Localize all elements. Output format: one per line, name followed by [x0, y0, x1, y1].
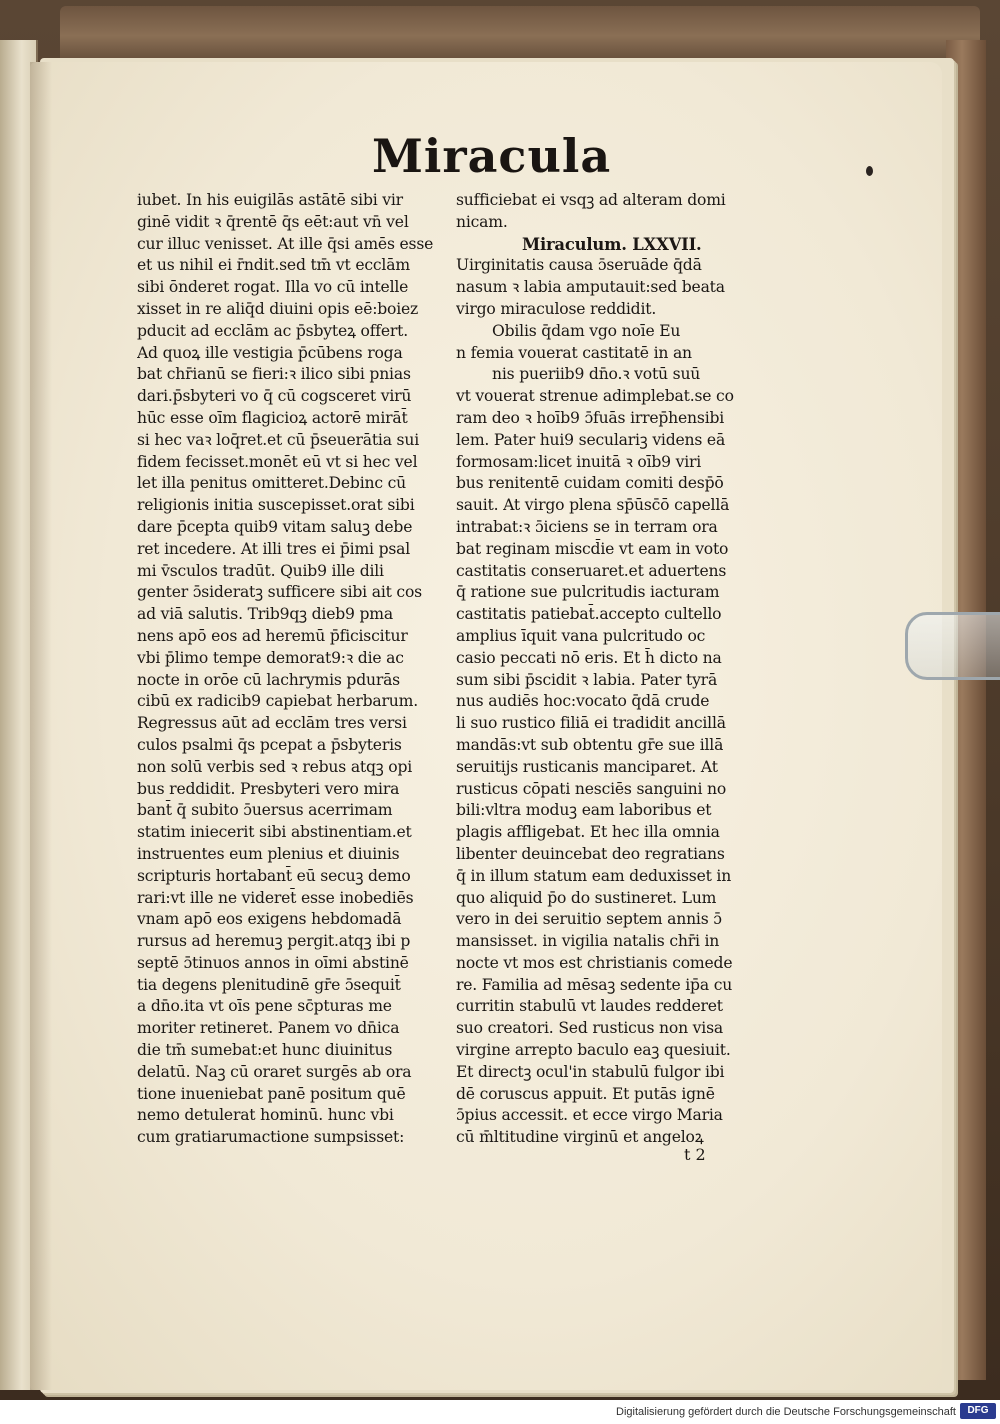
text-line: bili:vltra moduꝫ eam laboribus et [456, 801, 712, 820]
text-line: nemo detulerat hominū. hunc vbi [137, 1106, 394, 1125]
text-line: nens apō eos ad heremū p̄ficiscitur [137, 626, 408, 645]
text-line: nasum ꝛ labia amputauit:sed beata [456, 278, 725, 297]
text-line: bant̄ q̄ subito ɔ̄uersus acerrimam [137, 801, 393, 820]
text-line: ad viā salutis. Trib9qꝫ dieb9 pma [137, 605, 393, 624]
text-line: ret incedere. At illi tres ei p̄imi psal [137, 539, 411, 558]
text-line: vbi p̄limo tempe demorat9:ꝛ die ac [137, 648, 404, 667]
text-line: ginē vidit ꝛ q̄rentē q̄s eēt:aut vn̄ vel [137, 212, 409, 231]
page-gutter-shadow [30, 62, 52, 1390]
text-line: si hec vaꝛ loq̄ret.et cū p̄seuerātia sui [137, 430, 419, 449]
text-line: lem. Pater hui9 seculariꝫ videns eā [456, 430, 726, 449]
signature-mark: t 2 [684, 1145, 706, 1164]
text-line: instruentes eum plenius et diuinis [137, 844, 400, 863]
text-line: religionis initia suscepisset.orat sibi [137, 496, 415, 515]
text-line: tia degens plenitudinē gr̄e ɔ̄sequit̄ [137, 975, 401, 994]
text-line: statim iniecerit sibi abstinentiam.et [137, 823, 412, 842]
text-line: culos psalmi q̄s pcepat a p̄sbyteris [137, 735, 402, 754]
text-line: xisset in re aliq̄d diuini opis eē:boiez [137, 299, 419, 318]
text-line: dare p̄cepta quib9 vitam saluꝫ debe [137, 517, 413, 536]
text-line: re. Familia ad mēsaꝫ sedente ip̄a cu [456, 975, 733, 994]
text-line: a dn̄o.ita vt oīs pene sc̄pturas me [137, 997, 392, 1016]
text-line: vnam apō eos exigens hebdomadā [137, 910, 402, 929]
text-line: mandās:vt sub obtentu gr̄e sue illā [456, 735, 724, 754]
text-line: libenter deuincebat deo regratians [456, 844, 725, 863]
text-line: scripturis hortabant̄ eū secuꝫ demo [137, 866, 411, 885]
text-line: q̄ ratione sue pulcritudis iacturam [456, 583, 720, 602]
text-line: let illa penitus omitteret.Debinc cū [137, 474, 407, 493]
text-line: tione inueniebat panē positum quē [137, 1084, 406, 1103]
text-line: seruitijs rusticanis manciparet. At [456, 757, 718, 776]
text-line: die tm̄ sumebat:et hunc diuinitus [137, 1041, 393, 1060]
text-line: vero in dei seruitio septem annis ɔ̄ [456, 910, 722, 929]
bookmark-tab [905, 612, 1000, 680]
text-line: virgine arrepto baculo eaꝫ quesiuit. [456, 1041, 731, 1060]
text-line: moriter retineret. Panem vo dn̄ica [137, 1019, 400, 1038]
text-line: Miraculum. LXXVII. [522, 234, 702, 254]
text-column-left [137, 190, 435, 1149]
book-cover-top [60, 6, 980, 66]
text-line: formosam:licet inuitā ꝛ oīb9 viri [456, 452, 702, 471]
text-line: casio peccati nō eris. Et h̄ dicto na [456, 648, 722, 667]
text-line: bus renitentē cuidam comiti desp̄ō [456, 474, 724, 493]
text-line: septē ɔ̄tinuos annos in oīmi abstinē [137, 953, 409, 972]
text-line: nis pueriib9 dn̄o.ꝛ votū suū [492, 365, 701, 384]
text-line: virgo miraculose reddidit. [456, 299, 657, 318]
text-line: cur illuc venisset. At ille q̄si amēs esse [137, 234, 434, 253]
text-line: nocte vt mos est christianis comede [456, 953, 733, 972]
text-line: Uirginitatis causa ɔ̄seruāde q̄dā [456, 256, 702, 275]
funding-credit: Digitalisierung gefördert durch die Deutsche Forschungsgemeinschaft [616, 1406, 956, 1418]
text-line: suo creatori. Sed rusticus non visa [456, 1019, 723, 1038]
text-line: hūc esse oīm flagicioꝝ actorē mirāt̄ [137, 408, 408, 427]
text-line: dari.p̄sbyteri vo q̄ cū cogsceret virū [137, 387, 412, 406]
text-line: bat reginam miscd̄ie vt eam in voto [456, 539, 729, 558]
text-line: cū m̄ltitudine virginū et angeloꝝ [456, 1128, 704, 1147]
text-line: nocte in orōe cū lachrymis pdurās [137, 670, 400, 689]
text-line: et us nihil ei r̄ndit.sed tm̄ vt ecclām [137, 256, 410, 275]
text-line: rusticus cōpati nesciēs sanguini no [456, 779, 727, 798]
text-line: castitatis conseruaret.et aduertens [456, 561, 727, 580]
text-line: bus reddidit. Presbyteri vero mira [137, 779, 400, 798]
text-line: amplius īquit vana pulcritudo oc [456, 626, 706, 645]
text-line: Ad quoꝝ ille vestigia p̄cūbens roga [137, 343, 403, 362]
text-line: pducit ad ecclām ac p̄sbyteꝝ offert. [137, 321, 408, 340]
text-line: Obilis q̄dam vgo noīe Eu [492, 321, 681, 340]
text-line: nicam. [456, 212, 508, 231]
text-line: Et directꝫ ocul'in stabulū fulgor ibi [456, 1062, 725, 1081]
text-line: rursus ad heremuꝫ pergit.atqꝫ ibi p [137, 932, 411, 951]
text-line: li suo rustico filiā ei tradidit ancillā [456, 714, 726, 733]
footer-bar [0, 1400, 1000, 1424]
text-line: cibū ex radicib9 capiebat herbarum. [137, 692, 418, 711]
text-line: q̄ in illum statum eam deduxisset in [456, 866, 732, 885]
text-line: quo aliquid p̄o do sustineret. Lum [456, 888, 717, 907]
text-line: sibi ōnderet rogat. Illa vo cū intelle [137, 278, 409, 297]
text-line: sum sibi p̄scidit ꝛ labia. Pater tyrā [456, 670, 718, 689]
text-line: mi v̄sculos tradūt. Quib9 ille dili [137, 561, 384, 580]
text-line: fidem fecisset.monēt eū vt si hec vel [137, 452, 418, 471]
text-line: nus audiēs hoc:vocato q̄dā crude [456, 692, 710, 711]
text-line: delatū. Naꝫ cū oraret surgēs ab ora [137, 1062, 412, 1081]
text-line: genter ɔ̄sideratꝫ sufficere sibi ait cos [137, 583, 422, 602]
text-line: bat chr̄ianū se fieri:ꝛ ilico sibi pnias [137, 365, 411, 384]
text-line: non solū verbis sed ꝛ rebus atqꝫ opi [137, 757, 413, 776]
text-line: sauit. At virgo plena sp̄ūsc̄ō capellā [456, 496, 730, 515]
text-line: ɔ̄pius accessit. et ecce virgo Maria [456, 1106, 723, 1125]
text-line: vt vouerat strenue adimplebat.se co [456, 387, 734, 406]
text-line: dē coruscus appuit. Et putās ignē [456, 1084, 715, 1103]
text-line: iubet. In his euigilās astātē sibi vir [137, 191, 403, 209]
text-line: n femia vouerat castitatē in an [456, 343, 692, 362]
text-line: curritin stabulū vt laudes redderet [456, 997, 723, 1016]
text-line: ram deo ꝛ hoīb9 ɔ̄fuās irrep̄hensibi [456, 408, 725, 427]
text-line: mansisset. in vigilia natalis chr̄i in [456, 932, 720, 951]
text-line: castitatis patiebat̄.accepto cultello [456, 605, 722, 624]
page-heading: Miracula [372, 129, 612, 183]
dfg-logo: DFG [960, 1403, 996, 1419]
text-line: rari:vt ille ne videret̄ esse inobediēs [137, 888, 414, 907]
text-line: intrabat:ꝛ ɔ̄iciens se in terram ora [456, 517, 718, 536]
text-column-right [456, 190, 762, 1149]
text-line: cum gratiarumactione sumpsisset: [137, 1128, 405, 1147]
text-line: plagis affligebat. Et hec illa omnia [456, 823, 720, 842]
text-line: Regressus aūt ad ecclām tres versi [137, 714, 407, 733]
ink-mark [866, 166, 873, 176]
text-line: sufficiebat ei vsqꝫ ad alteram domi [456, 191, 726, 209]
